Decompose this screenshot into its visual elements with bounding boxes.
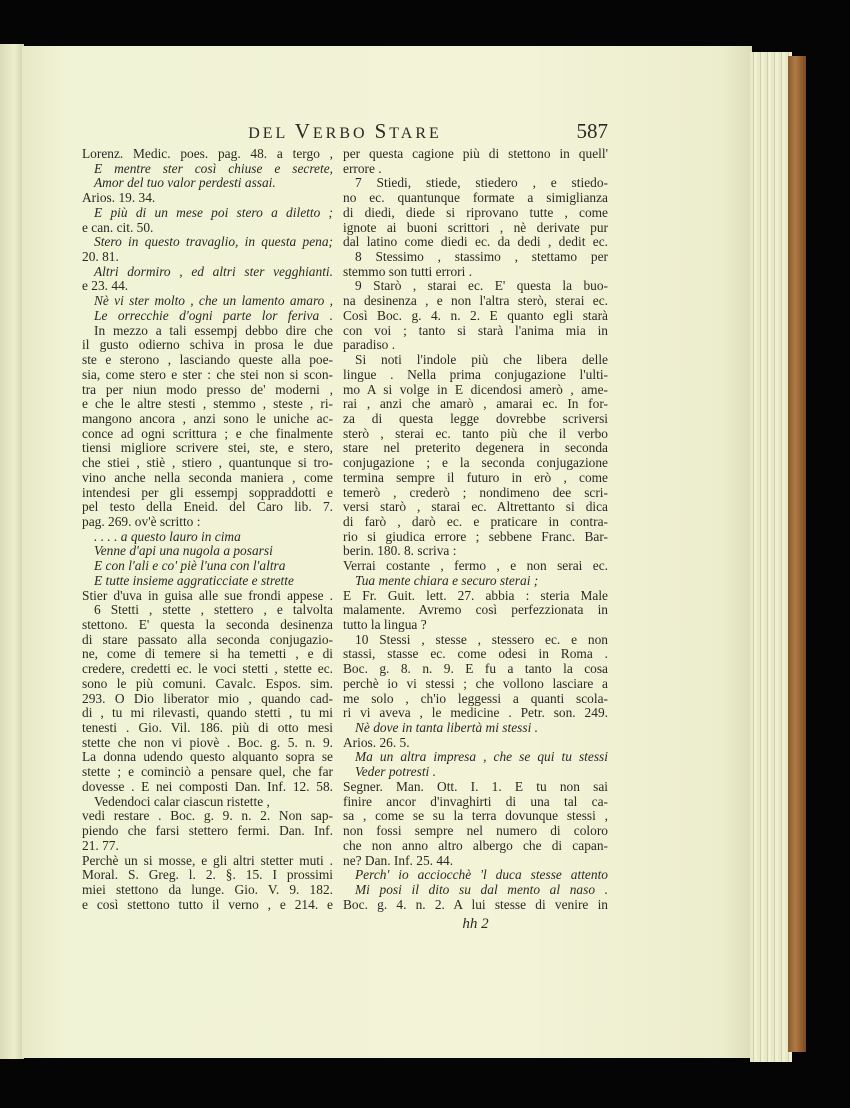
running-title	[82, 120, 608, 145]
text-line: di , tu mi rilevasti, quando stetti , tu mi	[82, 706, 333, 721]
text-line: finire ancor d'invaghirti di una tal ca-	[343, 794, 608, 809]
text-line: E mentre ster così chiuse e secrete,	[94, 161, 333, 176]
running-title-part: V	[294, 119, 313, 143]
text-line: intendesi per gli essempj soppraddotti e	[82, 485, 333, 500]
text-line: Boc. g. 8. n. 9. E fu a tanto la cosa	[343, 662, 608, 677]
text-line: di diedi, diede si riprovano tutte , come	[343, 205, 608, 220]
text-line: E più di un mese poi stero a diletto ;	[94, 205, 333, 220]
text-line: piendo che farsi stettero fermi. Dan. Inf.	[82, 824, 333, 839]
text-line: che stiei , stiè , stiero , quantunque si tro-	[82, 456, 333, 471]
text-line: Lorenz. Medic. poes. pag. 48. a tergo ,	[82, 147, 333, 161]
text-line: rai , anzi che amarò , amarai ec. In for-	[343, 397, 608, 412]
text-line: tutto la lingua ?	[343, 618, 427, 632]
text-line: che non anno altro albergo che di capan-	[343, 838, 608, 853]
running-title-part: TARE	[389, 125, 442, 142]
text-line: stare nel preterito degenera in seconda	[343, 441, 608, 456]
text-line: E tutte insieme aggraticciate e strette	[94, 573, 294, 588]
text-line: di farò , darò ec. e praticare in contra-	[343, 514, 608, 529]
text-line: za di questa legge dovrebbe scriversi	[343, 411, 608, 426]
text-line: e che le altre stesti , stemmo , steste , ri-	[82, 397, 333, 412]
text-line: stettono. E' questa la seconda desinenza	[82, 618, 333, 632]
text-line: 10 Stessi , stesse , stessero ec. e non	[355, 632, 608, 647]
text-line: e così stettono tutto il verno , e 214. e	[82, 897, 333, 912]
text-line: miei stettono da lunge. Gio. V. 9. 182.	[82, 882, 333, 897]
running-title-part: S	[374, 119, 390, 143]
text-line: tenesti . Gio. Vil. 186. più di otto mesi	[82, 721, 333, 736]
text-line: Nè dove in tanta libertà mi stessi .	[355, 721, 538, 736]
text-line: rio si giudica errore ; sebbene Franc. Bar-	[343, 529, 608, 544]
text-line: ignote ai buoni scrittori , nè derivate pur	[343, 220, 608, 235]
text-line: non fossi sempre nel numero di coloro	[343, 824, 608, 839]
text-line: 9 Starò , starai ec. E' questa la buo-	[355, 279, 608, 294]
text-line: 20. 81.	[82, 250, 119, 265]
text-line: credere, credetti ec. le voci stetti , stette ec.	[82, 662, 333, 677]
text-line: termina sempre il futuro in erò , come	[343, 470, 608, 485]
text-line: La donna udendo questo alquanto sopra se	[82, 750, 333, 765]
text-line: Amor del tuo valor perdesti assai.	[94, 176, 276, 191]
text-line: 7 Stiedi, stiede, stiedero , e stiedo-	[355, 176, 608, 191]
text-line: per questa cagione più di stettono in quell'	[343, 147, 608, 161]
page-stack-edges	[750, 52, 792, 1062]
text-line: temerò , crederò ; nondimeno dee scri-	[343, 485, 608, 500]
text-line: mangono ancora , anzi sono le uniche ac-	[82, 411, 333, 426]
text-line: me solo , ch'io leggessi a quanti scola-	[343, 691, 608, 706]
text-line: Perchè un si mosse, e gli altri stetter muti .	[82, 853, 333, 868]
text-line: Verrai costante , fermo , e non serai ec.	[343, 559, 608, 574]
text-line: sia, come stero e ster : che stei non si scon-	[82, 367, 333, 382]
text-line: . . . . a questo lauro in cima	[94, 529, 241, 544]
text-line: perchè io vi stessi ; che vollono lasciare a	[343, 676, 608, 691]
text-line: Tua mente chiara e securo sterai ;	[355, 573, 539, 588]
text-line: tiensi migliore scrivere stei, ste, e stero,	[82, 441, 333, 456]
text-line: lingue . Nella prima conjugazione l'ulti-	[343, 367, 608, 382]
text-line: pel testo della Eneid. del Caro lib. 7.	[82, 500, 333, 515]
text-line: Arios. 19. 34.	[82, 191, 156, 206]
text-line: vedi restare . Boc. g. 9. n. 2. Non sap-	[82, 809, 333, 824]
text-line: Le orrecchie d'ogni parte lor feriva .	[94, 308, 333, 323]
text-line: stette che non vi piovè . Boc. g. 5. n. 9.	[82, 735, 333, 750]
text-line: errore .	[343, 161, 382, 176]
text-line: mo A si volge in E dicendosi amerò , ame-	[343, 382, 608, 397]
text-line: tra per niun modo presso de' moderni ,	[82, 382, 333, 397]
text-line: Boc. g. 4. n. 2. A lui stesse di venire in	[343, 897, 608, 912]
text-line: vino anche nella seconda maniera , come	[82, 470, 333, 485]
text-line: Mi posi il dito su dal mento al naso .	[355, 882, 608, 897]
text-line: Perch' io acciocchè 'l duca stesse attento	[355, 868, 608, 883]
text-line: 293. O Dio liberator mio , quando cad-	[82, 691, 333, 706]
text-line: Arios. 26. 5.	[343, 735, 410, 750]
text-line: di stare passato alla seconda conjugazio-	[82, 632, 333, 647]
left-text-column	[82, 147, 333, 912]
running-title-part: ERBO	[312, 125, 375, 142]
text-line: sterò , sterai ec. tanto più che il verbo	[343, 426, 608, 441]
text-line: conce ad ogni scrittura ; e che finalmente	[82, 426, 333, 441]
text-line: conjugazione ; e la seconda conjugazione	[343, 456, 608, 471]
text-line: e can. cit. 50.	[82, 220, 154, 235]
text-line: Segner. Man. Ott. I. 1. E tu non sai	[343, 779, 608, 794]
text-line: Moral. S. Greg. l. 2. §. 15. I prossimi	[82, 868, 333, 883]
text-line: 8 Stessimo , stassimo , stettamo per	[355, 250, 608, 265]
text-line: na desinenza , e non l'altra sterò, sterai ec.	[343, 294, 608, 309]
text-line: Stero in questo travaglio, in questa pena;	[94, 235, 333, 250]
page-number: 587	[576, 119, 608, 143]
text-line: ste e sterono , lasciando queste alla poe-	[82, 353, 333, 368]
text-line: stemmo son tutti errori .	[343, 264, 473, 279]
text-line: no ec. quantunque formate a simiglianza	[343, 191, 608, 206]
text-line: con voi ; tanto si starà l'anima mia in	[343, 323, 608, 338]
text-line: Vedendoci calar ciascun ristette ,	[94, 794, 270, 809]
text-line: berin. 180. 8. scriva :	[343, 544, 457, 559]
book-cover-edge	[788, 56, 806, 1052]
text-line: dovesse . E nei composti Dan. Inf. 12. 58.	[82, 779, 333, 794]
text-line: sono le più comuni. Cavalc. Espos. sim.	[82, 676, 333, 691]
text-line: e 23. 44.	[82, 279, 129, 294]
text-line: ri vi aveva , le medicine . Petr. son. 249.	[343, 706, 608, 721]
page-header	[82, 120, 608, 142]
text-line: E Fr. Guit. lett. 27. abbia : steria Male	[343, 588, 608, 603]
text-line: paradiso .	[343, 338, 396, 353]
right-text-column	[343, 147, 608, 912]
text-line: 21. 77.	[82, 838, 119, 853]
text-line: ne? Dan. Inf. 25. 44.	[343, 853, 454, 868]
text-line: Si noti l'indole più che libera delle	[355, 353, 608, 368]
text-line: pag. 269. ov'è scritto :	[82, 514, 201, 529]
text-line: Ma un altra impresa , che se qui tu stessi	[355, 750, 608, 765]
text-line: sa , come se su la terra dovunque stessi ,	[343, 809, 608, 824]
text-line: stette ; e cominciò a pensare quel, che far	[82, 765, 333, 780]
text-line: Venne d'api una nugola a posarsi	[94, 544, 273, 559]
text-line: versi starò , starai ec. Altrettanto si dica	[343, 500, 608, 515]
text-line: Così Boc. g. 4. n. 2. E quanto egli starà	[343, 308, 608, 323]
catchword: hh 2	[462, 916, 489, 932]
text-line: stassi, stasse ec. come odesi in Roma .	[343, 647, 608, 662]
text-line: E con l'ali e co' piè l'una con l'altra	[94, 559, 286, 574]
left-page-edge	[0, 44, 24, 1059]
text-line: 6 Stetti , stette , stettero , e talvolta	[94, 603, 333, 618]
text-line: Stier d'uva in guisa alle sue frondi appese .	[82, 588, 333, 603]
running-title-part: DEL	[248, 125, 295, 142]
text-line: Veder potresti .	[355, 765, 436, 780]
text-line: Nè vi ster molto , che un lamento amaro ,	[94, 294, 333, 309]
text-line: In mezzo a tali essempj debbo dire che	[94, 323, 333, 338]
text-line: malamente. Avremo così perfezzionata in	[343, 603, 608, 618]
text-line: dal latino come diedi ec. da dedi , dedit ec.	[343, 235, 608, 250]
text-line: ne, come di temere si ha temetti , e di	[82, 647, 333, 662]
text-line: Altri dormiro , ed altri ster vegghianti.	[94, 264, 333, 279]
text-line: il gusto odierno schiva in prosa le due	[82, 338, 333, 353]
